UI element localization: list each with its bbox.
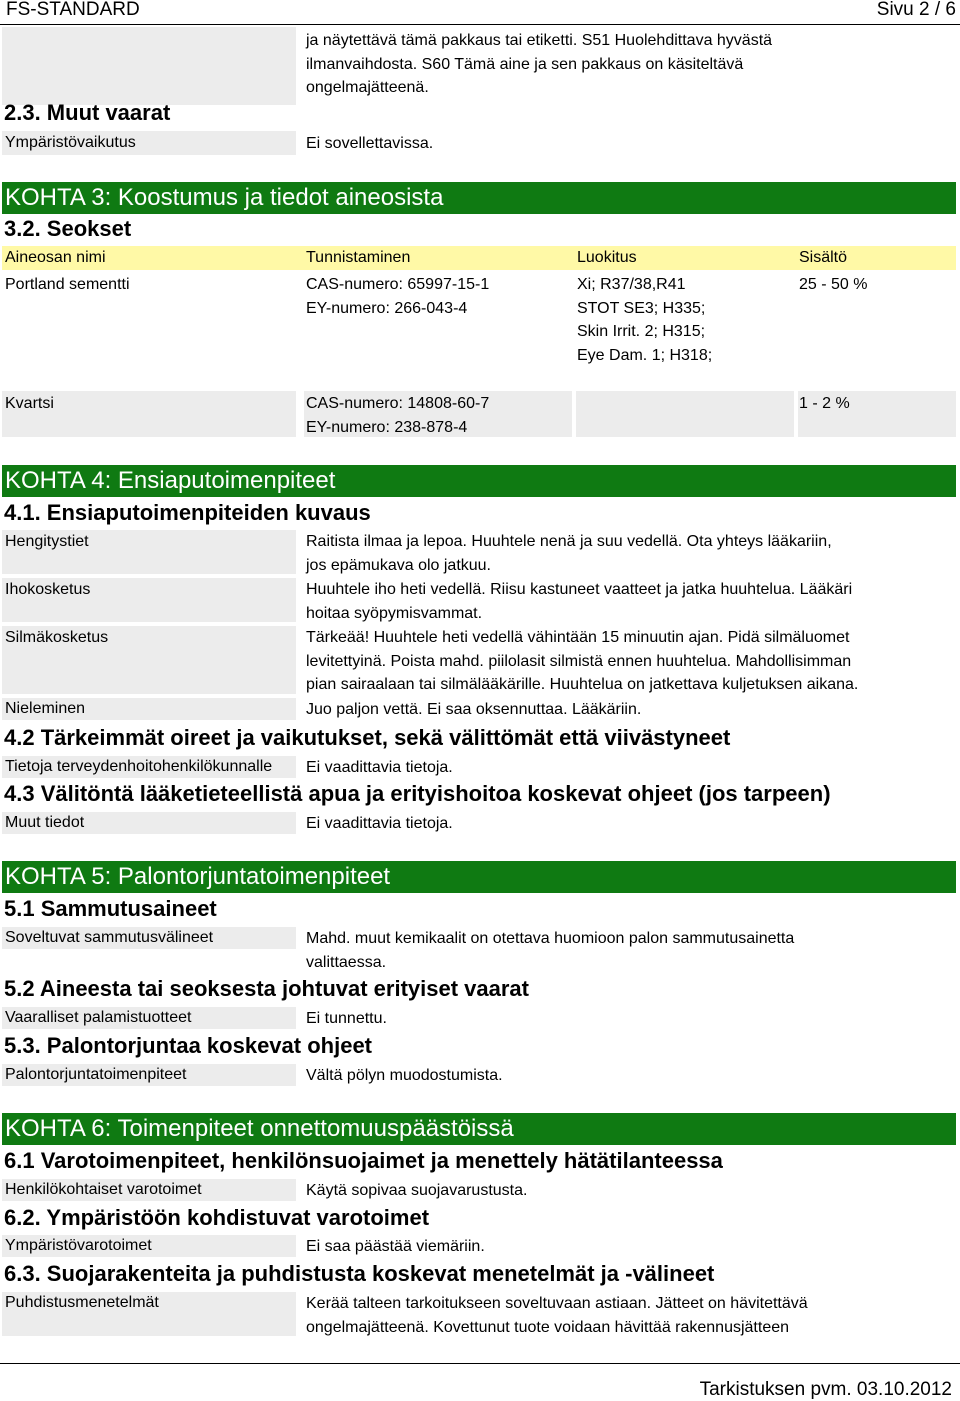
continued-text [306,29,936,100]
col-header-name: Aineosan nimi [5,249,106,266]
classification-line: Eye Dam. 1; H318; [577,346,713,364]
section-5-heading: KOHTA 5: Palontorjuntatoimenpiteet [2,861,956,893]
suitable-media-label: Soveltuvat sammutusvälineet [5,929,214,946]
other-info-value: Ei vaadittavia tietoja. [306,815,453,832]
header-rule [0,24,960,25]
ingredient-content: 25 - 50 % [799,276,868,293]
skin-contact-value [306,578,936,625]
medical-personnel-label: Tietoja terveydenhoitohenkilökunnalle [5,758,273,775]
label-box [2,756,296,778]
classification-line: Xi; R37/38,R41 [577,276,686,293]
label-box [2,698,296,720]
ingredient-classification [577,273,712,367]
col-header-identification: Tunnistaminen [306,249,411,266]
ingestion-label: Nieleminen [5,700,86,717]
inhalation-value [306,530,936,577]
env-impact-label-box [2,131,296,155]
label-box [2,530,296,574]
firefighting-value: Vältä pölyn muodostumista. [306,1067,503,1084]
section-4-heading: KOHTA 4: Ensiaputoimenpiteet [2,465,956,497]
extinguishing-media-heading: 5.1 Sammutusaineet [4,896,217,921]
combustion-products-value: Ei tunnettu. [306,1010,387,1027]
cleaning-methods-value [306,1292,936,1339]
section-3-heading: KOHTA 3: Koostumus ja tiedot aineosista [2,182,956,214]
label-box [2,812,296,834]
value-line: ongelmajätteenä. Kovettunut tuote voidaan hävittää rakennusjätteen [306,1318,790,1336]
mixtures-heading: 3.2. Seokset [4,216,132,241]
label-box [2,1007,296,1029]
col-header-classification: Luokitus [577,249,637,266]
personal-precautions-label: Henkilökohtaiset varotoimet [5,1181,202,1198]
label-box [2,626,296,694]
page-number: Sivu 2 / 6 [876,0,956,20]
combustion-products-label: Vaaralliset palamistuotteet [5,1009,192,1026]
firefighting-label: Palontorjuntatoimenpiteet [5,1066,187,1083]
value-line: jos epämukava olo jatkuu. [306,556,491,574]
cleaning-methods-label: Puhdistusmenetelmät [5,1294,159,1311]
ingredient-name: Kvartsi [5,395,54,412]
medical-attention-heading: 4.3 Välitöntä lääketieteellistä apua ja erityishoitoa koskevat ohjeet (jos tarpeen) [4,781,831,806]
row2-class-cell [576,391,794,437]
suitable-media-value [306,927,936,974]
ingredient-name: Portland sementti [5,276,130,293]
label-box [2,578,296,622]
eye-contact-label: Silmäkosketus [5,629,109,646]
value-line: Tärkeää! Huuhtele heti vedellä vähintään 15 minuutin ajan. Pidä silmäluomet [306,629,850,646]
label-box [2,1292,296,1336]
ec-number: EY-numero: 238-878-4 [306,418,468,436]
value-line: levitettyinä. Poista mahd. piilolasit silmistä ennen huuhtelua. Mahdollisimman [306,652,852,670]
value-line: valittaessa. [306,953,387,971]
value-line: Raitista ilmaa ja lepoa. Huuhtele nenä ja suu vedellä. Ota yhteys lääkariin, [306,533,832,550]
ingredient-ids [306,273,489,320]
label-box [2,1179,296,1201]
other-hazards-heading: 2.3. Muut vaarat [4,100,171,125]
personal-precautions-value: Käytä sopivaa suojavarustusta. [306,1182,528,1199]
label-box-continued [2,27,296,105]
classification-line: Skin Irrit. 2; H315; [577,323,706,340]
env-impact-value: Ei sovellettavissa. [306,135,434,152]
section-6-heading: KOHTA 6: Toimenpiteet onnettomuuspäästöissä [2,1113,956,1145]
value-line: pian sairaalaan tai silmälääkärille. Huuhtelua on jatkettava kuljetuksen aikana. [306,676,859,693]
continued-line: ja näytettävä tämä pakkaus tai etiketti. S51 Huolehdittava hyvästä [306,32,773,49]
document-header-left: FS-STANDARD [6,0,140,20]
label-box [2,1235,296,1257]
environmental-precautions-heading: 6.2. Ympäristöön kohdistuvat varotoimet [4,1205,430,1230]
containment-methods-heading: 6.3. Suojarakenteita ja puhdistusta koskevat menetelmät ja -välineet [4,1261,715,1286]
value-line: Mahd. muut kemikaalit on otettava huomioon palon sammutusainetta [306,930,795,947]
value-line: Huuhtele iho heti vedellä. Riisu kastuneet vaatteet ja jatka huuhtelua. Lääkäri [306,581,853,598]
value-line: Kerää talteen tarkoitukseen soveltuvaan astiaan. Jätteet on hävitettävä [306,1295,808,1312]
value-line: hoitaa syöpymisvammat. [306,604,483,622]
footer-rule [0,1363,960,1364]
environmental-precautions-label: Ympäristövarotoimet [5,1237,152,1254]
firefighting-advice-heading: 5.3. Palontorjuntaa koskevat ohjeet [4,1033,373,1058]
continued-line: ongelmajätteenä. [306,79,429,96]
other-info-label: Muut tiedot [5,814,85,831]
col-header-content: Sisältö [799,249,848,266]
special-hazards-heading: 5.2 Aineesta tai seoksesta johtuvat erityiset vaarat [4,976,529,1001]
revision-date: Tarkistuksen pvm. 03.10.2012 [699,1379,952,1400]
label-box [2,1064,296,1086]
skin-contact-label: Ihokosketus [5,581,91,598]
env-impact-label: Ympäristövaikutus [5,134,136,151]
cas-number: CAS-numero: 65997-15-1 [306,276,490,293]
first-aid-description-heading: 4.1. Ensiaputoimenpiteiden kuvaus [4,500,371,525]
ingestion-value: Juo paljon vettä. Ei saa oksennuttaa. Lääkäriin. [306,701,642,718]
label-box [2,927,296,949]
inhalation-label: Hengitystiet [5,533,89,550]
classification-line: STOT SE3; H335; [577,299,706,317]
eye-contact-value [306,626,936,697]
symptoms-heading: 4.2 Tärkeimmät oireet ja vaikutukset, sekä välittömät että viivästyneet [4,725,731,750]
continued-line: ilmanvaihdosta. S60 Tämä aine ja sen pakkaus on käsiteltävä [306,55,744,73]
cas-number: CAS-numero: 14808-60-7 [306,395,490,412]
ec-number: EY-numero: 266-043-4 [306,299,468,317]
medical-personnel-value: Ei vaadittavia tietoja. [306,759,453,776]
ingredient-content: 1 - 2 % [799,395,850,412]
ingredient-ids [306,392,489,439]
environmental-precautions-value: Ei saa päästää viemäriin. [306,1238,485,1255]
personal-precautions-heading: 6.1 Varotoimenpiteet, henkilönsuojaimet ja menettely hätätilanteessa [4,1148,723,1173]
